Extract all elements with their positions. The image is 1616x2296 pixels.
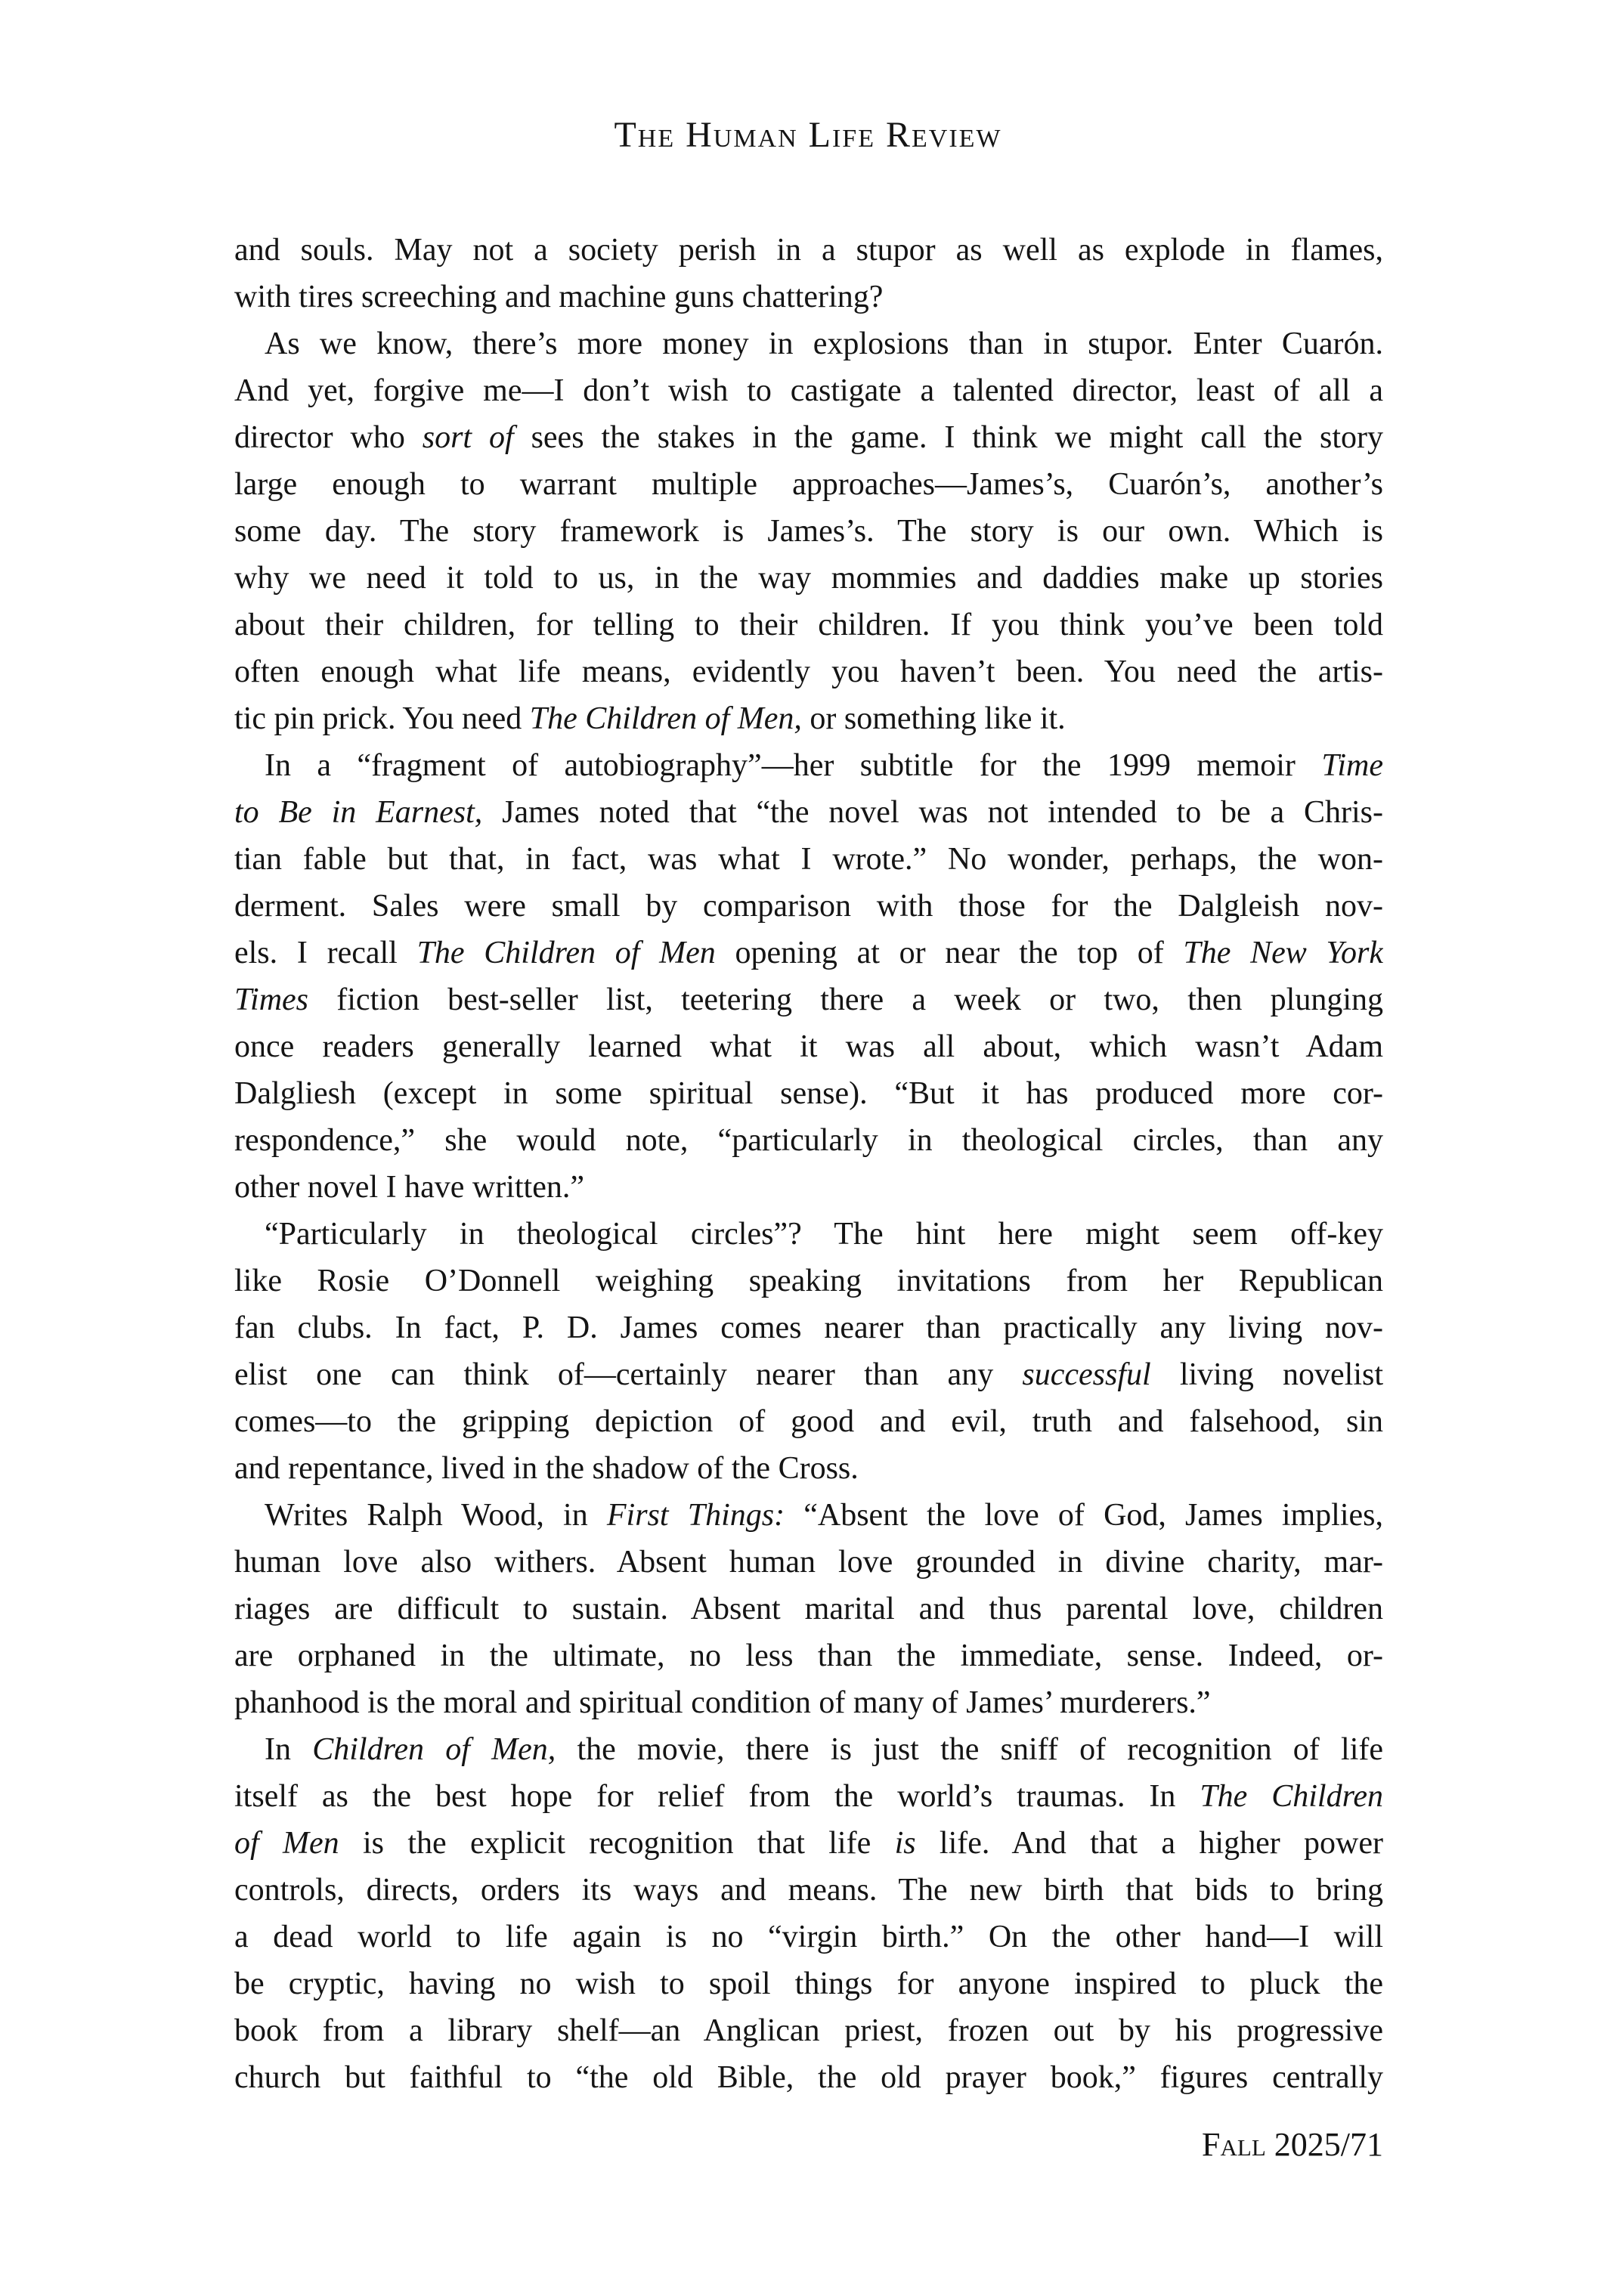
text-run: respondence,” she would note, “particularly in theological circles, than any xyxy=(234,1123,1383,1158)
paragraph xyxy=(234,227,1383,320)
text-run: derment. Sales were small by comparison with those for the Dalgleish nov- xyxy=(234,889,1383,924)
text-run: often enough what life means, evidently you haven’t been. You need the artis- xyxy=(234,654,1383,689)
text-run: opening at or near the top of xyxy=(715,936,1184,970)
text-line xyxy=(234,1914,1383,1960)
italic-text-run: First Things: xyxy=(606,1498,785,1533)
text-line xyxy=(234,1726,1383,1773)
text-run: some day. The story framework is James’s. The story is our own. Which is xyxy=(234,514,1383,549)
text-line xyxy=(234,1304,1383,1351)
italic-text-run: to Be in Earnest, xyxy=(234,795,483,830)
text-line xyxy=(234,461,1383,508)
text-run: And yet, forgive me—I don’t wish to castigate a talented director, least of all a xyxy=(234,373,1383,408)
text-line xyxy=(234,1164,1383,1211)
text-run: with tires screeching and machine guns chattering? xyxy=(234,280,884,314)
italic-text-run: The Children xyxy=(1200,1779,1383,1814)
text-run: Dalgliesh (except in some spiritual sense). “But it has produced more cor- xyxy=(234,1076,1383,1111)
text-line xyxy=(234,1539,1383,1586)
running-head xyxy=(0,117,1616,153)
paragraph xyxy=(234,742,1383,1211)
italic-text-run: is xyxy=(894,1826,916,1861)
text-run: or something like it. xyxy=(801,701,1066,736)
text-line xyxy=(234,836,1383,883)
article-body xyxy=(234,227,1383,2101)
text-line xyxy=(234,2054,1383,2101)
text-run: life. And that a higher power xyxy=(915,1826,1383,1861)
text-line xyxy=(234,1867,1383,1914)
text-line xyxy=(234,1445,1383,1492)
italic-text-run: The Children of Men, xyxy=(529,701,802,736)
text-line xyxy=(234,1679,1383,1726)
text-line xyxy=(234,742,1383,789)
text-run: why we need it told to us, in the way mommies and daddies make up stories xyxy=(234,561,1383,596)
text-line xyxy=(234,555,1383,602)
text-run: and souls. May not a society perish in a stupor as well as explode in flames, xyxy=(234,233,1383,268)
text-run: tic pin prick. You need xyxy=(234,701,530,736)
text-run: be cryptic, having no wish to spoil things for anyone inspired to pluck the xyxy=(234,1966,1383,2001)
text-line xyxy=(234,274,1383,320)
text-run: els. I recall xyxy=(234,936,417,970)
text-run: other novel I have written.” xyxy=(234,1170,584,1205)
paragraph xyxy=(234,320,1383,742)
paragraph xyxy=(234,1726,1383,2101)
italic-text-run: Time xyxy=(1321,748,1383,783)
text-line xyxy=(234,2007,1383,2054)
text-run: large enough to warrant multiple approaches—James’s, Cuarón’s, another’s xyxy=(234,467,1383,502)
text-line xyxy=(234,695,1383,742)
text-run: and repentance, lived in the shadow of the Cross. xyxy=(234,1451,859,1486)
text-run: is the explicit recognition that life xyxy=(339,1826,895,1861)
text-run: comes—to the gripping depiction of good and evil, truth and falsehood, sin xyxy=(234,1404,1383,1439)
text-run: once readers generally learned what it was all about, which wasn’t Adam xyxy=(234,1029,1383,1064)
text-run: Writes Ralph Wood, in xyxy=(265,1498,607,1533)
text-line xyxy=(234,602,1383,648)
text-run: human love also withers. Absent human love grounded in divine charity, mar- xyxy=(234,1545,1383,1580)
italic-text-run: The Children of Men xyxy=(416,936,716,970)
text-line xyxy=(234,1211,1383,1258)
journal-title: The Human Life Review xyxy=(614,115,1002,155)
text-line xyxy=(234,1820,1383,1867)
text-run: sees the stakes in the game. I think we might call the story xyxy=(513,420,1383,455)
text-run: a dead world to life again is no “virgin birth.” On the other hand—I will xyxy=(234,1920,1383,1954)
text-line xyxy=(234,1117,1383,1164)
text-line xyxy=(234,1070,1383,1117)
text-run: the movie, there is just the sniff of recognition of life xyxy=(556,1732,1383,1767)
text-run: are orphaned in the ultimate, no less than the immediate, sense. Indeed, or- xyxy=(234,1638,1383,1673)
text-run: church but faithful to “the old Bible, the old prayer book,” figures centrally xyxy=(234,2060,1383,2095)
text-line xyxy=(234,930,1383,976)
text-run: living novelist xyxy=(1150,1357,1383,1392)
page-footer xyxy=(1202,2128,1383,2161)
text-line xyxy=(234,883,1383,930)
text-line xyxy=(234,320,1383,367)
issue-page-number: Fall 2025/71 xyxy=(1202,2126,1383,2163)
text-run: In a “fragment of autobiography”—her subtitle for the 1999 memoir xyxy=(265,748,1322,783)
text-run: riages are difficult to sustain. Absent marital and thus parental love, children xyxy=(234,1592,1383,1626)
text-run: director who xyxy=(234,420,423,455)
text-line xyxy=(234,789,1383,836)
text-run: “Absent the love of God, James implies, xyxy=(785,1498,1383,1533)
italic-text-run: The New York xyxy=(1183,936,1383,970)
text-line xyxy=(234,414,1383,461)
text-run: fiction best-seller list, teetering there a week or two, then plunging xyxy=(308,982,1383,1017)
text-line xyxy=(234,1351,1383,1398)
italic-text-run: sort of xyxy=(422,420,514,455)
text-run: phanhood is the moral and spiritual condition of many of James’ murderers.” xyxy=(234,1685,1211,1720)
text-line xyxy=(234,1632,1383,1679)
text-run: “Particularly in theological circles”? The hint here might seem off-key xyxy=(265,1217,1383,1252)
text-run: As we know, there’s more money in explosions than in stupor. Enter Cuarón. xyxy=(265,326,1383,361)
text-line xyxy=(234,227,1383,274)
text-run: In xyxy=(265,1732,313,1767)
text-line xyxy=(234,976,1383,1023)
text-line xyxy=(234,367,1383,414)
text-line xyxy=(234,508,1383,555)
text-run: elist one can think of—certainly nearer than any xyxy=(234,1357,1023,1392)
text-line xyxy=(234,1586,1383,1632)
text-line xyxy=(234,1773,1383,1820)
text-run: like Rosie O’Donnell weighing speaking invitations from her Republican xyxy=(234,1264,1383,1298)
italic-text-run: Times xyxy=(234,982,309,1017)
text-run: tian fable but that, in fact, was what I wrote.” No wonder, perhaps, the won- xyxy=(234,842,1383,877)
text-line xyxy=(234,1023,1383,1070)
text-run: fan clubs. In fact, P. D. James comes nearer than practically any living nov- xyxy=(234,1310,1383,1345)
text-line xyxy=(234,1492,1383,1539)
paragraph xyxy=(234,1211,1383,1492)
text-run: controls, directs, orders its ways and means. The new birth that bids to bring xyxy=(234,1873,1383,1908)
italic-text-run: Children of Men, xyxy=(312,1732,556,1767)
text-line xyxy=(234,1258,1383,1304)
text-line xyxy=(234,1960,1383,2007)
text-run: itself as the best hope for relief from the world’s traumas. In xyxy=(234,1779,1200,1814)
text-run: about their children, for telling to their children. If you think you’ve been told xyxy=(234,608,1383,642)
text-line xyxy=(234,1398,1383,1445)
paragraph xyxy=(234,1492,1383,1726)
text-run: book from a library shelf—an Anglican priest, frozen out by his progressive xyxy=(234,2013,1383,2048)
text-run: James noted that “the novel was not intended to be a Chris- xyxy=(482,795,1383,830)
italic-text-run: of Men xyxy=(234,1826,339,1861)
text-line xyxy=(234,648,1383,695)
italic-text-run: successful xyxy=(1022,1357,1151,1392)
